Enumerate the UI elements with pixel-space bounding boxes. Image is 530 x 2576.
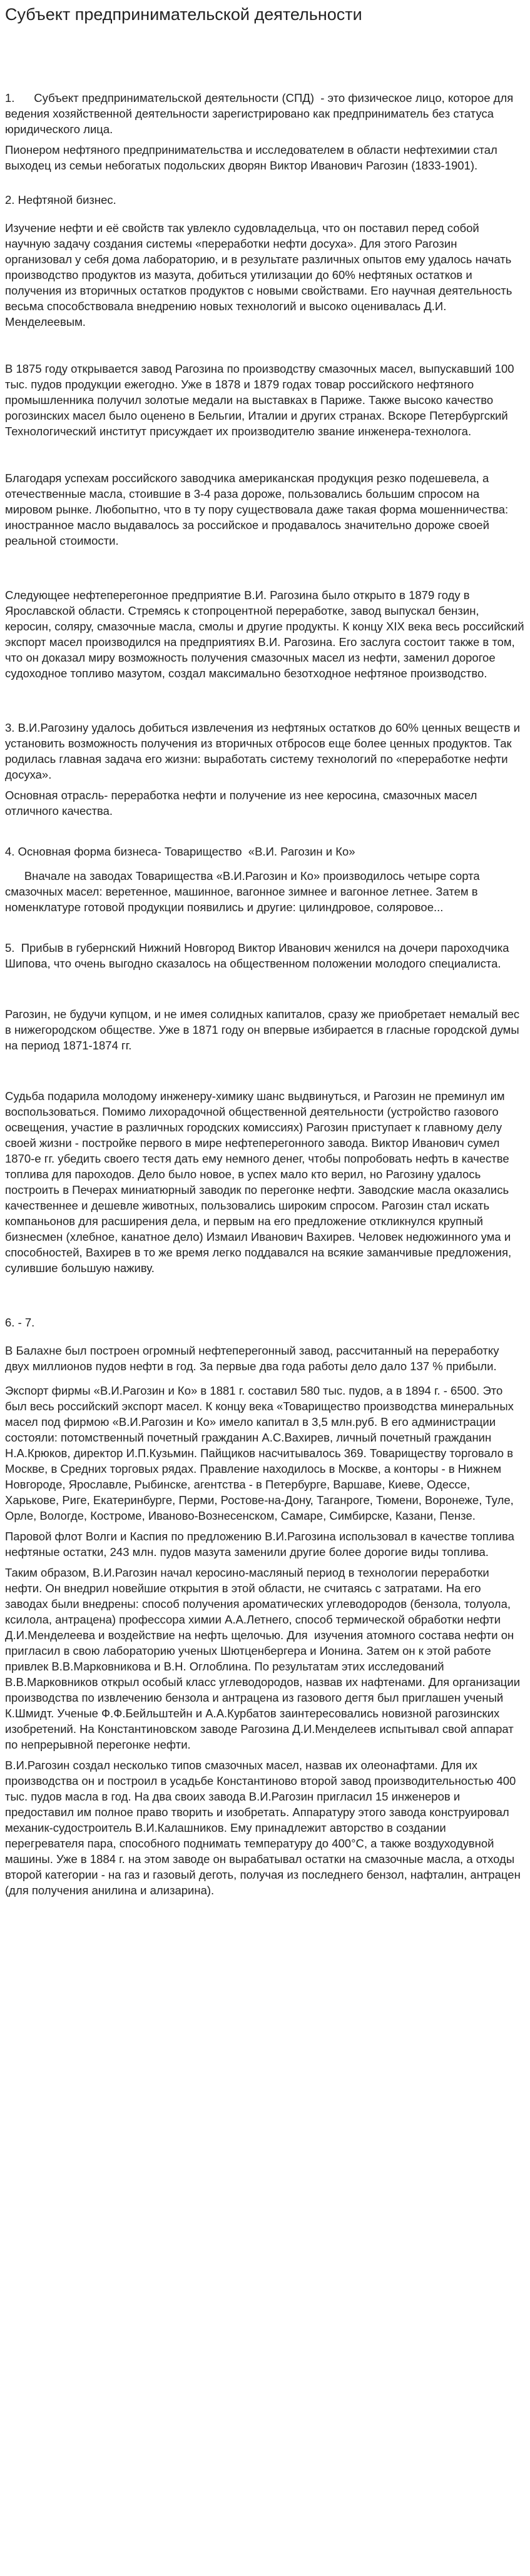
paragraph-american-products: Благодаря успехам российского заводчика американская продукция резко подешевела, а отечественные масла, стоившие в 3-4 раза дороже, пользовались большим спросом на мировом рынке. Любопытно, что в ту пору существовала даже такая форма мошенничества: иностранное масло выдавалось за российское и продавалось значительно дороже своей реальной стоимости. (5, 472, 512, 547)
paragraph-definition: 1. Субъект предпринимательской деятельности (СПД) - это физическое лицо, которое для ведения хозяйственной деятельности зарегистрировано как предприниматель без статуса юридического лица. (5, 91, 517, 136)
document-title: Субъект предпринимательской деятельности (5, 5, 362, 24)
section-heading-business-form: 4. Основная форма бизнеса- Товарищество «В.И. Рагозин и Ко» (5, 845, 355, 858)
paragraph-factory-1875: В 1875 году открывается завод Рагозина по производству смазочных масел, выпускавший 100 тыс. пудов продукции ежегодно. Уже в 1878 и 1879 годах товар российского нефтяного промышленника получил золотые медали на выставках в Париже. Также высоко качество рогозинских масел было оценено в Бельгии, Италии и других странах. Вскоре Петербургский Технологический институт присуждает их производителю звание инженера-технолога. (5, 362, 517, 438)
paragraph-oleonafts: В.И.Рагозин создал несколько типов смазочных масел, назвав их олеонафтами. Для их производства он и построил в усадьбе Константиново второй завод производительностью 400 тыс. пудов масла в год. На два своих завода В.И.Рагозин пригласил 15 инженеров и предоставил им полное право творить и изобретать. Аппаратуру этого завода конструировал механик-судостроитель В.И.Калашников. Ему принадлежит авторство в создании перегревателя пара, способного поднимать температуру до 400°С, а также воздуходувной машины. Уже в 1884 г. на этом заводе он вырабатывал остатки на смазочные масла, а отходы второй категории - на газ и газовый деготь, получая из последнего бензол, нафталин, антрацен (для получения анилина и ализарина). (5, 1759, 524, 1897)
paragraph-steam-fleet: Паровой флот Волги и Каспия по предложению В.И.Рагозина использовал в качестве топлива нефтяные остатки, 243 млн. пудов мазута заменили другие более дорогие виды топлива. (5, 1530, 518, 1558)
section-heading-oil-business: 2. Нефтяной бизнес. (5, 193, 116, 206)
paragraph-study-of-oil: Изучение нефти и её свойств так увлекло судовладельца, что он поставил перед собой научную задачу создания системы «переработки нефти досуха». Для этого Рагозин организовал у себя дома лабораторию, и в результате различных опытов ему удалось начать производство продуктов из мазута, добиться утилизации до 60% нефтяных остатков и получения из вторичных остатков продуктов с новыми свойствами. Его научная деятельность весьма способствовала внедрению новых технологий и высоко оценивалась Д.И. Менделеевым. (5, 221, 516, 328)
section-heading-nizhny-novgorod: 5. Прибыв в губернский Нижний Новгород Виктор Иванович женился на дочери пароходчика Шипова, что очень выгодно сказалось на общественном положении молодого специалиста. (5, 941, 512, 970)
section-heading-extraction: 3. В.И.Рагозину удалось добиться извлечения из нефтяных остатков до 60% ценных веществ и установить возможность получения из вторичных отбросов еще более ценных продуктов. Так родилась главная задача его жизни: выработать систему технологий по «переработке нефти досуха». (5, 721, 524, 781)
paragraph-kerosene-period: Таким образом, В.И.Рагозин начал керосино-масляный период в технологии переработки нефти. Он внедрил новейшие открытия в этой области, не считаясь с затратами. На его заводах были внедрены: способ получения ароматических углеводородов (бензола, толуола, ксилола, антрацена) профессора химии А.А.Летнего, способ термической обработки нефти Д.И.Менделеева и воздействие на нефть щелочью. Для изучения атомного состава нефти он пригласил в свою лабораторию ученых Шютценбергера и Ионина. Затем он к этой работе привлек В.В.Марковникова и В.Н. Оглоблина. По результатам этих исследований В.В.Марковников открыл особый класс углеводородов, назвав их нафтенами. Для организации производства по извлечению бензола и антрацена из газового дегтя был приглашен ученый К.Шмидт. Ученые Ф.Ф.Бейльштейн и А.А.Курбатов заинтересовались новизной рагозинских изобретений. На Константиновском заводе Рагозина Д.И.Менделеев испытывал свой аппарат по непрерывной перегонке нефти. (5, 1566, 524, 1751)
paragraph-balakhna-plant: В Балахне был построен огромный нефтеперегонный завод, рассчитанный на переработку двух миллионов пудов нефти в год. За первые два года работы дело дало 137 % прибыли. (5, 1344, 502, 1373)
paragraph-export: Экспорт фирмы «В.И.Рагозин и Ко» в 1881 г. составил 580 тыс. пудов, а в 1894 г. - 6500. Это был весь российский экспорт масел. К концу века «Товарищество производства минеральных масел под фирмою «В.И.Рагозин и Ко» имело капитал в 3,5 млн.руб. В его администрации состояли: потомственный почетный гражданин А.С.Вахирев, личный почетный гражданин Н.А.Крюков, директор И.П.Кузьмин. Пайщиков насчитывалось 369. Товариществу торговало в Москве, в Средних торговых рядах. Правление находилось в Москве, а конторы - в Нижнем Новгороде, Ярославле, Рыбинске, агентства - в Петербурге, Варшаве, Киеве, Одессе, Харькове, Риге, Екатеринбурге, Перми, Ростове-на-Дону, Таганроге, Тюмени, Воронеже, Туле, Орле, Вологде, Костроме, Иваново-Вознесенском, Самаре, Симбирске, Казани, Пензе. (5, 1384, 517, 1522)
paragraph-fate-chance: Судьба подарила молодому инженеру-химику шанс выдвинуться, и Рагозин не преминул им воспользоваться. Помимо лихорадочной общественной деятельности (устройство газового освещения, участие в различных городских комиссиях) Рагозин приступает к главному делу своей жизни - постройке первого в мире нефтеперегонного завода. Виктор Иванович сумел 1870-е гг. убедить своего тестя дать ему немного денег, чтобы попробовать нефть в качестве топлива для пароходов. Дело было новое, в успех мало кто верил, но Рагозину удалось построить в Печерах миниатюрный заводик по перегонке нефти. Заводские масла оказались качественнее и дешевле животных, пользовались широким спросом. Рагозин стал искать компаньонов для расширения дела, и первым на его предложение откликнулся крупный бизнесмен (хлебное, канатное дело) Измаил Иванович Вахирев. Человек недюжинного ума и способностей, Вахирев в то же время легко поддавался на всякие заманчивые предложения, сулившие большую наживу. (5, 1089, 515, 1275)
paragraph-pioneer: Пионером нефтяного предпринимательства и исследователем в области нефтехимии стал выходец из семьи небогатых подольских дворян Виктор Иванович Рагозин (1833-1901). (5, 143, 501, 172)
paragraph-oil-grades: Вначале на заводах Товарищества «В.И.Рагозин и Ко» производилось четыре сорта смазочных масел: веретенное, машинное, вагонное зимнее и вагонное летнее. Затем в номенклатуре готовой продукции появились и другие: цилиндровое, соляровое... (5, 869, 483, 914)
paragraph-factory-1879: Следующее нефтеперегонное предприятие В.И. Рагозина было открыто в 1879 году в Ярославской области. Стремясь к стопроцентной переработке, завод выпускал бензин, керосин, соляру, смазочные масла, смолы и другие продукты. К концу XIX века весь российский экспорт масел производился на предприятиях В.И. Рагозина. Его заслуга состоит также в том, что он доказал миру возможность получения смазочных масел из нефти, заменил дорогое судоходное топливо мазутом, создал максимально безотходное нефтяное производство. (5, 588, 527, 680)
paragraph-city-duma: Рагозин, не будучи купцом, и не имея солидных капиталов, сразу же приобретает немалый вес в нижегородском обществе. Уже в 1871 году он впервые избирается в гласные городской думы на период 1871-1874 гг. (5, 1008, 523, 1052)
paragraph-main-industry: Основная отрасль- переработка нефти и получение из нее керосина, смазочных масел отличного качества. (5, 789, 481, 817)
section-heading-6-7: 6. - 7. (5, 1316, 35, 1329)
